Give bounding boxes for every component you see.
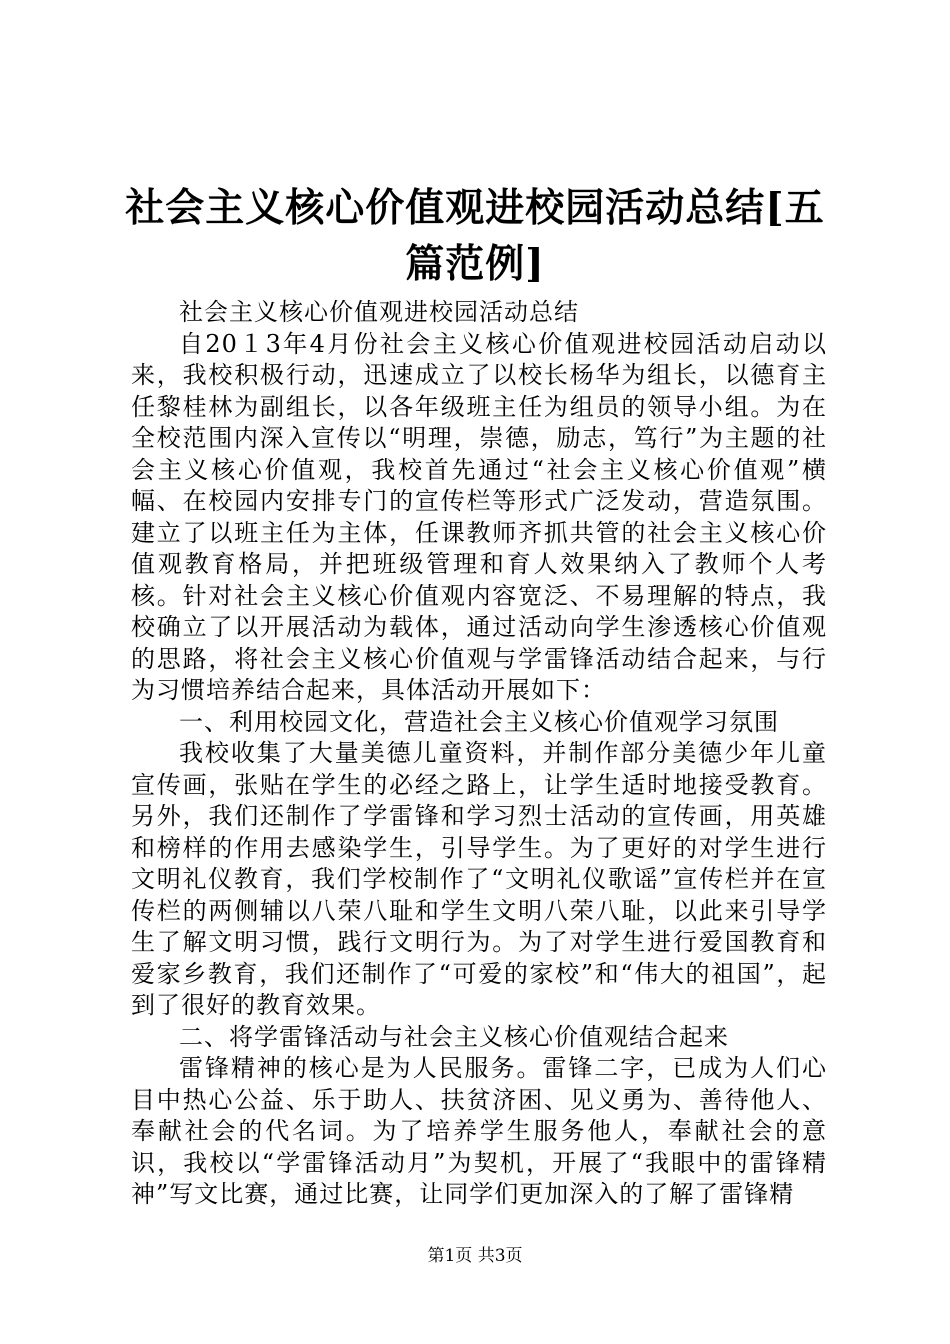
paragraph-section-2: 雷锋精神的核心是为人民服务。雷锋二字，已成为人们心目中热心公益、乐于助人、扶贫济困、见义勇为、善待他人、奉献社会的代名词。为了培养学生服务他人，奉献社会的意识，我校以“学雷锋活动月”为契机，开展了“我眼中的雷锋精神”写文比赛，通过比赛，让同学们更加深入的了解了雷锋精 xyxy=(131,1054,827,1208)
paragraph-section-1: 我校收集了大量美德儿童资料，并制作部分美德少年儿童宣传画，张贴在学生的必经之路上，让学生适时地接受教育。另外，我们还制作了学雷锋和学习烈士活动的宣传画，用英雄和榜样的作用去感染学生，引导学生。为了更好的对学生进行文明礼仪教育，我们学校制作了“文明礼仪歌谣”宣传栏并在宣传栏的两侧辅以八荣八耻和学生文明八荣八耻，以此来引导学生了解文明习惯，践行文明行为。为了对学生进行爱国教育和爱家乡教育，我们还制作了“可爱的家校”和“伟大的祖国”，起到了很好的教育效果。 xyxy=(131,739,827,1019)
document-title: 社会主义核心价值观进校园活动总结[五篇范例] xyxy=(125,185,825,287)
paragraph-intro: 自20１3年4月份社会主义核心价值观进校园活动启动以来，我校积极行动，迅速成立了以校长杨华为组长，以德育主任黎桂林为副组长，以各年级班主任为组员的领导小组。为在全校范围内深入宣传以“明理，崇德，励志，笃行”为主题的社会主义核心价值观，我校首先通过“社会主义核心价值观”横幅、在校园内安排专门的宣传栏等形式广泛发动，营造氛围。建立了以班主任为主体，任课教师齐抓共管的社会主义核心价值观教育格局，并把班级管理和育人效果纳入了教师个人考核。针对社会主义核心价值观内容宽泛、不易理解的特点，我校确立了以开展活动为载体，通过活动向学生渗透核心价值观的思路，将社会主义核心价值观与学雷锋活动结合起来，与行为习惯培养结合起来，具体活动开展如下： xyxy=(131,329,827,704)
section-heading-1: 一、利用校园文化，营造社会主义核心价值观学习氛围 xyxy=(179,707,779,736)
document-body xyxy=(131,297,827,1211)
paragraph-subtitle: 社会主义核心价值观进校园活动总结 xyxy=(179,298,579,326)
section-heading-2: 二、将学雷锋活动与社会主义核心价值观结合起来 xyxy=(179,1022,729,1051)
page-number-footer: 第1页 共3页 xyxy=(427,1246,523,1266)
